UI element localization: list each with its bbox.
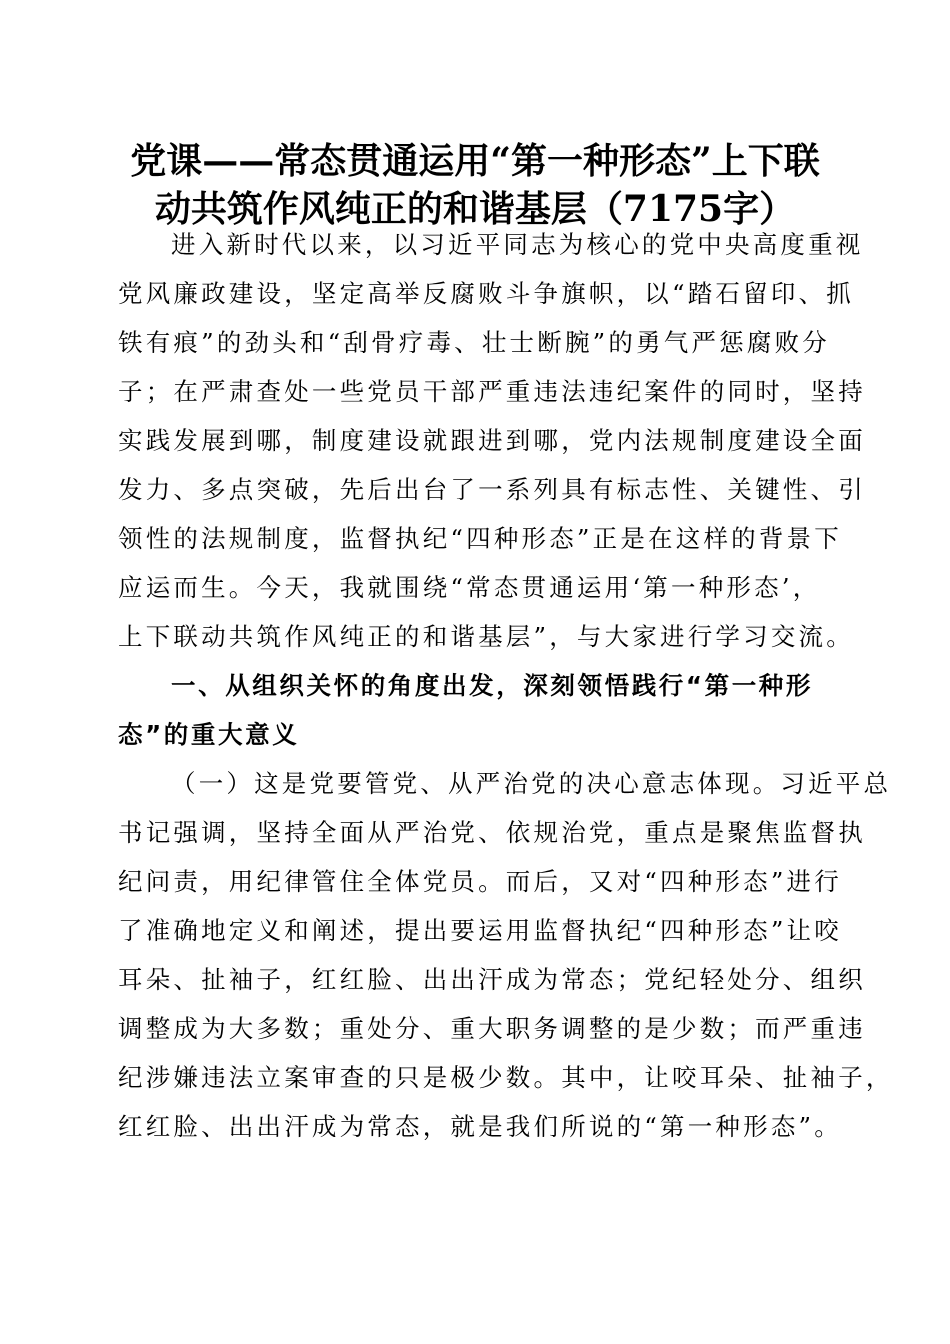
paragraph-line: 应运而生。今天，我就围绕“常态贯通运用‘第一种形态’，	[118, 573, 821, 602]
intro-paragraph	[118, 220, 866, 661]
paragraph-line: 耳朵、扯袖子，红红脸、出出汗成为常态；党纪轻处分、组织	[118, 965, 866, 994]
paragraph-line: 进入新时代以来，以习近平同志为核心的党中央高度重视	[171, 230, 864, 259]
subsection-paragraph	[118, 759, 894, 1151]
paragraph-line: 纪涉嫌违法立案审查的只是极少数。其中，让咬耳朵、扯袖子，	[118, 1063, 894, 1092]
document-title	[110, 137, 840, 233]
paragraph-line: 书记强调，坚持全面从严治党、依规治党，重点是聚焦监督执	[118, 818, 866, 847]
paragraph-line: 红红脸、出出汗成为常态，就是我们所说的“第一种形态”。	[118, 1112, 842, 1141]
paragraph-line: 发力、多点突破，先后出台了一系列具有标志性、关键性、引	[118, 475, 866, 504]
paragraph-line: 子；在严肃查处一些党员干部严重违法违纪案件的同时，坚持	[118, 377, 866, 406]
paragraph-line: 铁有痕”的劲头和“刮骨疗毒、壮士断腕”的勇气严惩腐败分	[118, 328, 830, 357]
paragraph-line: 党风廉政建设，坚定高举反腐败斗争旗帜，以“踏石留印、抓	[118, 279, 854, 308]
title-line-2: 动共筑作风纯正的和谐基层（7175字）	[154, 188, 796, 230]
section-heading	[118, 661, 826, 759]
paragraph-line: （一）这是党要管党、从严治党的决心意志体现。习近平总	[171, 769, 892, 798]
paragraph-line: 实践发展到哪，制度建设就跟进到哪，党内法规制度建设全面	[118, 426, 866, 455]
document-body	[118, 220, 894, 1151]
paragraph-line: 调整成为大多数；重处分、重大职务调整的是少数；而严重违	[118, 1014, 866, 1043]
heading-line: 态”的重大意义	[118, 720, 300, 749]
heading-line: 一、从组织关怀的角度出发，深刻领悟践行“第一种形	[171, 671, 813, 700]
paragraph-line: 纪问责，用纪律管住全体党员。而后，又对“四种形态”进行	[118, 867, 842, 896]
title-line-1: 党课——常态贯通运用“第一种形态”上下联	[130, 140, 820, 182]
paragraph-line: 上下联动共筑作风纯正的和谐基层”，与大家进行学习交流。	[118, 622, 854, 651]
paragraph-line: 了准确地定义和阐述，提出要运用监督执纪“四种形态”让咬	[118, 916, 842, 945]
paragraph-line: 领性的法规制度，监督执纪“四种形态”正是在这样的背景下	[118, 524, 842, 553]
